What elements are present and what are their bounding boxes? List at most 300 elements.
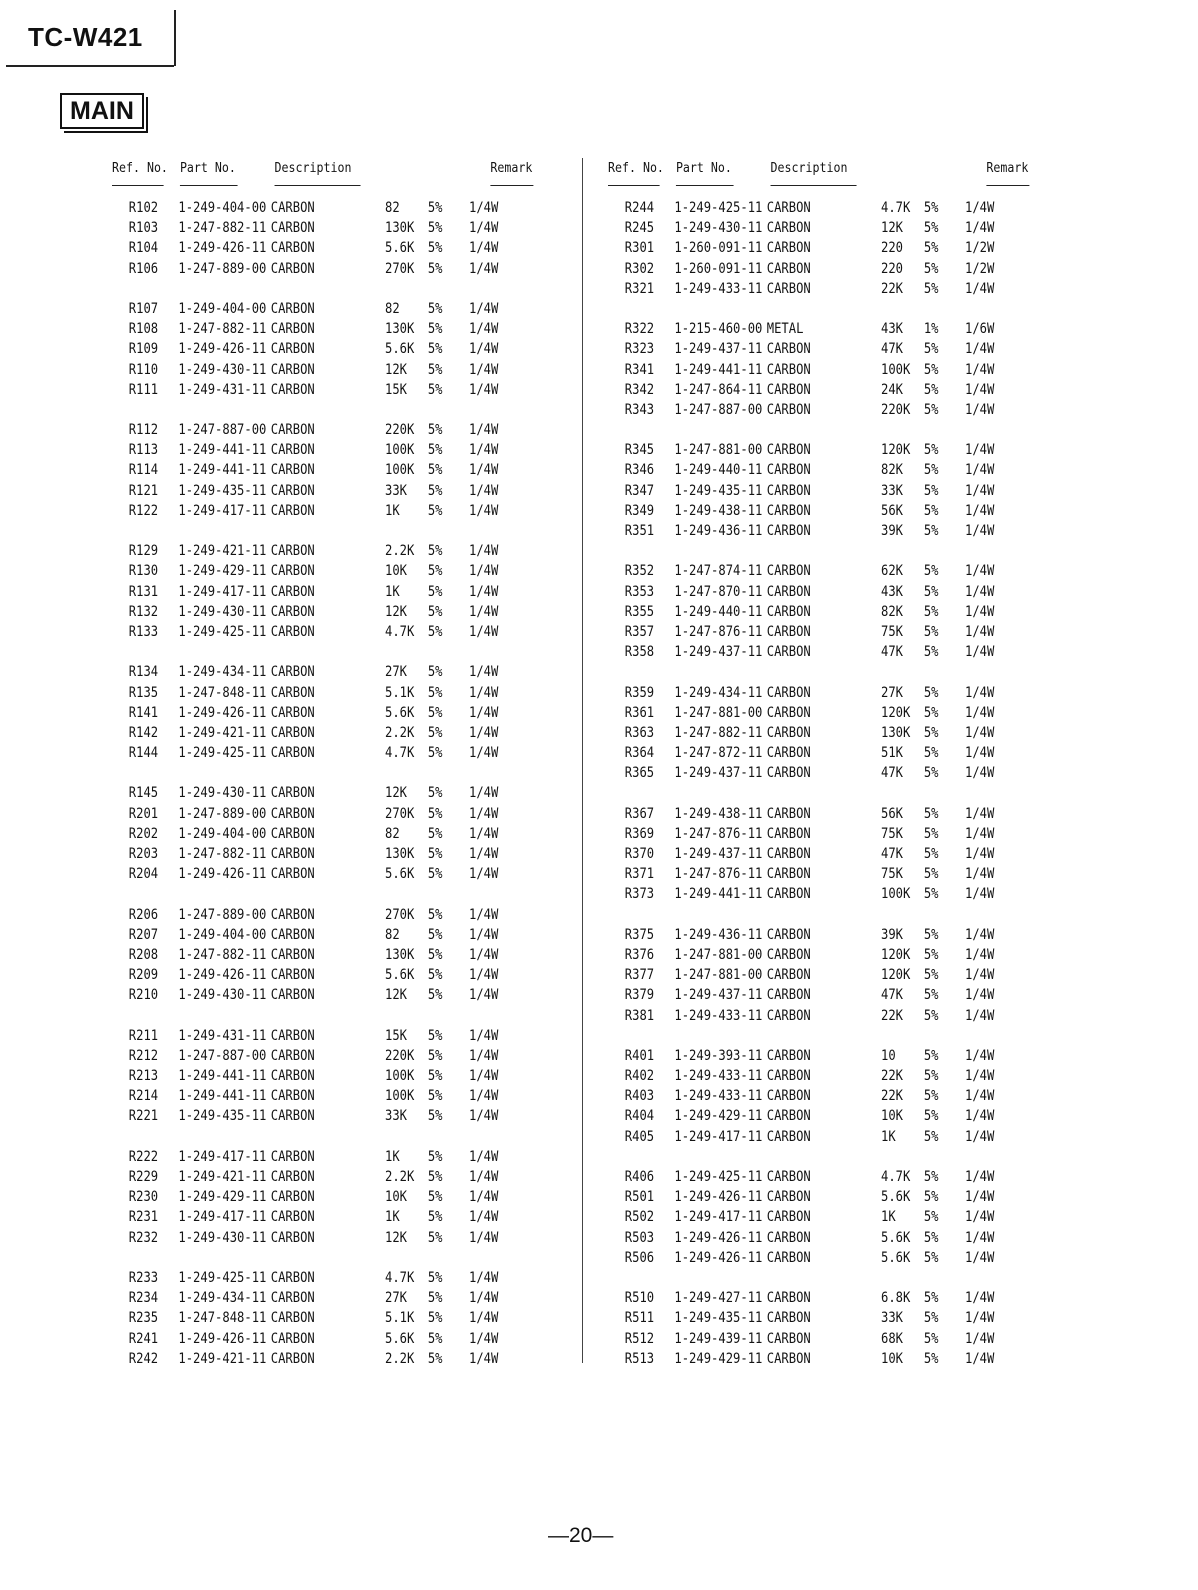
description: CARBON	[270, 745, 315, 762]
power-rating: 1/4W	[965, 462, 995, 479]
power-rating: 1/4W	[469, 684, 499, 701]
ref-number: R359	[624, 684, 655, 701]
power-rating: 1/4W	[469, 321, 499, 338]
ref-number: R202	[128, 825, 159, 842]
resistance-value: 33K	[385, 482, 408, 499]
tolerance: 5%	[923, 886, 939, 903]
header-rule	[986, 185, 1029, 186]
resistance-value: 75K	[881, 866, 904, 883]
resistance-value: 27K	[385, 664, 408, 681]
resistance-value: 15K	[385, 381, 408, 398]
resistance-value: 5.6K	[385, 1330, 415, 1347]
table-row	[608, 1106, 1068, 1126]
resistance-value: 220K	[881, 401, 911, 418]
description: CARBON	[766, 967, 811, 984]
ref-number: R503	[624, 1229, 655, 1246]
table-row	[608, 925, 1068, 945]
tolerance: 5%	[427, 664, 443, 681]
description: CARBON	[270, 1189, 315, 1206]
power-rating: 1/4W	[469, 1068, 499, 1085]
part-number: 1-249-437-11	[674, 987, 763, 1004]
power-rating: 1/4W	[965, 987, 995, 1004]
ref-number: R369	[624, 825, 655, 842]
table-row	[608, 884, 1068, 904]
tolerance: 5%	[923, 381, 939, 398]
power-rating: 1/4W	[965, 401, 995, 418]
tolerance: 5%	[427, 1027, 443, 1044]
parts-group	[112, 662, 572, 763]
ref-number: R342	[624, 381, 655, 398]
header-ref: Ref. No.	[112, 160, 168, 176]
table-row	[112, 1268, 572, 1288]
resistance-value: 27K	[385, 1290, 408, 1307]
description: CARBON	[270, 1269, 315, 1286]
description: CARBON	[270, 623, 315, 640]
power-rating: 1/4W	[965, 765, 995, 782]
resistance-value: 4.7K	[385, 623, 415, 640]
ref-number: R211	[128, 1027, 159, 1044]
resistance-value: 22K	[881, 280, 904, 297]
ref-number: R241	[128, 1330, 159, 1347]
tolerance: 5%	[923, 1229, 939, 1246]
part-number: 1-249-426-11	[178, 866, 267, 883]
description: CARBON	[270, 381, 315, 398]
description: CARBON	[766, 926, 811, 943]
tolerance: 5%	[427, 906, 443, 923]
table-row	[608, 844, 1068, 864]
ref-number: R207	[128, 926, 159, 943]
part-number: 1-249-429-11	[674, 1350, 763, 1367]
tolerance: 5%	[427, 300, 443, 317]
tolerance: 5%	[427, 200, 443, 216]
description: CARBON	[270, 1310, 315, 1327]
part-number: 1-249-436-11	[674, 523, 763, 539]
tolerance: 5%	[427, 1330, 443, 1347]
resistance-value: 6.8K	[881, 1290, 911, 1307]
part-number: 1-249-426-11	[178, 341, 267, 358]
power-rating: 1/4W	[469, 240, 499, 257]
tolerance: 5%	[923, 1310, 939, 1327]
power-rating: 1/4W	[469, 846, 499, 862]
power-rating: 1/4W	[469, 664, 499, 681]
resistance-value: 82	[385, 200, 400, 216]
table-row	[608, 1046, 1068, 1066]
description: CARBON	[270, 1350, 315, 1367]
power-rating: 1/4W	[469, 1189, 499, 1206]
resistance-value: 4.7K	[881, 1169, 911, 1185]
tolerance: 5%	[923, 280, 939, 297]
tolerance: 5%	[427, 1209, 443, 1226]
table-row	[112, 218, 572, 238]
table-row	[112, 198, 572, 218]
table-row	[608, 440, 1068, 460]
ref-number: R110	[128, 361, 159, 378]
power-rating: 1/2W	[965, 260, 995, 277]
tolerance: 5%	[427, 1047, 443, 1064]
resistance-value: 1K	[881, 1128, 896, 1145]
table-row	[608, 965, 1068, 985]
part-number: 1-247-882-11	[178, 321, 267, 338]
table-row	[608, 521, 1068, 541]
ref-number: R401	[624, 1047, 655, 1064]
description: CARBON	[270, 240, 315, 257]
header-rule	[771, 185, 857, 186]
resistance-value: 27K	[881, 684, 904, 701]
ref-number: R404	[624, 1108, 655, 1125]
ref-number: R109	[128, 341, 159, 358]
description: CARBON	[766, 462, 811, 479]
ref-number: R402	[624, 1068, 655, 1085]
power-rating: 1/4W	[965, 886, 995, 903]
description: CARBON	[766, 987, 811, 1004]
header-desc: Description	[770, 160, 848, 176]
resistance-value: 130K	[385, 321, 415, 338]
tolerance: 5%	[923, 200, 939, 216]
resistance-value: 100K	[385, 1088, 415, 1105]
resistance-value: 10	[881, 1047, 896, 1064]
ref-number: R357	[624, 623, 655, 640]
table-row	[608, 380, 1068, 400]
ref-number: R232	[128, 1229, 159, 1246]
part-number: 1-249-439-11	[674, 1330, 763, 1347]
tolerance: 5%	[923, 765, 939, 782]
description: CARBON	[766, 442, 811, 459]
power-rating: 1/4W	[965, 1047, 995, 1064]
tolerance: 5%	[923, 502, 939, 519]
resistance-value: 62K	[881, 563, 904, 580]
ref-number: R510	[624, 1290, 655, 1307]
part-number: 1-215-460-00	[674, 321, 763, 338]
description: CARBON	[766, 1310, 811, 1327]
part-number: 1-249-430-11	[178, 987, 267, 1004]
power-rating: 1/4W	[965, 220, 995, 237]
power-rating: 1/4W	[469, 745, 499, 762]
header-rule	[490, 185, 533, 186]
description: CARBON	[270, 1068, 315, 1085]
tolerance: 5%	[427, 442, 443, 459]
description: CARBON	[766, 724, 811, 741]
part-number: 1-249-417-11	[178, 583, 267, 600]
resistance-value: 130K	[385, 220, 415, 237]
model-underline	[6, 65, 174, 67]
tolerance: 5%	[923, 644, 939, 661]
power-rating: 1/4W	[965, 623, 995, 640]
description: CARBON	[270, 502, 315, 519]
column-divider	[582, 158, 583, 1363]
tolerance: 5%	[427, 805, 443, 822]
ref-number: R375	[624, 926, 655, 943]
power-rating: 1/4W	[469, 381, 499, 398]
parts-group	[112, 783, 572, 884]
ref-number: R234	[128, 1290, 159, 1307]
header-remark: Remark	[986, 160, 1029, 176]
table-row	[112, 1187, 572, 1207]
table-row	[608, 561, 1068, 581]
description: CARBON	[270, 906, 315, 923]
table-row	[608, 319, 1068, 339]
part-number: 1-249-430-11	[178, 1229, 267, 1246]
table-row	[608, 703, 1068, 723]
parts-group	[608, 1288, 1068, 1369]
table-row	[112, 1046, 572, 1066]
table-row	[112, 683, 572, 703]
tolerance: 5%	[923, 482, 939, 499]
resistance-value: 33K	[881, 482, 904, 499]
part-number: 1-249-430-11	[178, 785, 267, 802]
power-rating: 1/4W	[965, 1310, 995, 1327]
part-number: 1-249-417-11	[178, 502, 267, 519]
power-rating: 1/4W	[965, 603, 995, 620]
power-rating: 1/4W	[469, 583, 499, 600]
ref-number: R501	[624, 1189, 655, 1206]
resistance-value: 10K	[385, 563, 408, 580]
resistance-value: 130K	[385, 846, 415, 862]
table-row	[112, 319, 572, 339]
description: CARBON	[766, 1169, 811, 1185]
resistance-value: 12K	[385, 785, 408, 802]
ref-number: R353	[624, 583, 655, 600]
power-rating: 1/4W	[469, 1290, 499, 1307]
tolerance: 5%	[923, 987, 939, 1004]
table-row	[112, 622, 572, 642]
resistance-value: 47K	[881, 765, 904, 782]
table-row	[112, 339, 572, 359]
ref-number: R244	[624, 200, 655, 216]
part-number: 1-249-426-11	[674, 1189, 763, 1206]
description: CARBON	[766, 1290, 811, 1307]
ref-number: R130	[128, 563, 159, 580]
ref-number: R213	[128, 1068, 159, 1085]
description: CARBON	[766, 260, 811, 277]
part-number: 1-249-425-11	[674, 1169, 763, 1185]
part-number: 1-249-421-11	[178, 1350, 267, 1367]
resistance-value: 47K	[881, 644, 904, 661]
table-row	[112, 783, 572, 803]
tolerance: 5%	[923, 583, 939, 600]
table-row	[608, 1066, 1068, 1086]
tolerance: 5%	[923, 704, 939, 721]
table-row	[608, 481, 1068, 501]
description: CARBON	[270, 300, 315, 317]
power-rating: 1/4W	[469, 785, 499, 802]
ref-number: R204	[128, 866, 159, 883]
power-rating: 1/4W	[965, 341, 995, 358]
part-number: 1-249-440-11	[674, 603, 763, 620]
power-rating: 1/4W	[965, 1189, 995, 1206]
part-number: 1-249-404-00	[178, 200, 267, 216]
part-number: 1-247-876-11	[674, 825, 763, 842]
ref-number: R346	[624, 462, 655, 479]
power-rating: 1/4W	[965, 482, 995, 499]
resistance-value: 10K	[385, 1189, 408, 1206]
table-row	[608, 622, 1068, 642]
part-number: 1-249-438-11	[674, 502, 763, 519]
part-number: 1-249-417-11	[178, 1209, 267, 1226]
part-number: 1-249-435-11	[674, 1310, 763, 1327]
resistance-value: 39K	[881, 523, 904, 539]
table-row	[608, 1329, 1068, 1349]
power-rating: 1/4W	[469, 825, 499, 842]
power-rating: 1/4W	[469, 543, 499, 560]
resistance-value: 100K	[385, 1068, 415, 1085]
resistance-value: 12K	[881, 220, 904, 237]
resistance-value: 12K	[385, 987, 408, 1004]
part-number: 1-247-887-00	[674, 401, 763, 418]
part-number: 1-247-848-11	[178, 684, 267, 701]
resistance-value: 82	[385, 926, 400, 943]
power-rating: 1/4W	[469, 623, 499, 640]
table-row	[608, 400, 1068, 420]
resistance-value: 82	[385, 300, 400, 317]
resistance-value: 24K	[881, 381, 904, 398]
description: CARBON	[766, 644, 811, 661]
tolerance: 5%	[923, 926, 939, 943]
power-rating: 1/4W	[469, 906, 499, 923]
resistance-value: 220	[881, 240, 904, 257]
tolerance: 5%	[923, 623, 939, 640]
power-rating: 1/4W	[965, 280, 995, 297]
resistance-value: 1K	[385, 1209, 400, 1226]
resistance-value: 10K	[881, 1108, 904, 1125]
part-number: 1-249-426-11	[178, 240, 267, 257]
description: CARBON	[270, 543, 315, 560]
table-row	[608, 1228, 1068, 1248]
tolerance: 5%	[427, 583, 443, 600]
tolerance: 5%	[923, 1108, 939, 1125]
description: CARBON	[270, 684, 315, 701]
ref-number: R371	[624, 866, 655, 883]
table-row	[112, 804, 572, 824]
description: CARBON	[766, 886, 811, 903]
description: CARBON	[766, 1330, 811, 1347]
tolerance: 5%	[923, 361, 939, 378]
power-rating: 1/4W	[469, 1350, 499, 1367]
description: CARBON	[766, 280, 811, 297]
part-number: 1-249-426-11	[674, 1229, 763, 1246]
resistance-value: 47K	[881, 341, 904, 358]
description: CARBON	[766, 523, 811, 539]
resistance-value: 47K	[881, 846, 904, 862]
table-row	[608, 1248, 1068, 1268]
description: CARBON	[270, 442, 315, 459]
part-number: 1-249-441-11	[674, 886, 763, 903]
parts-list-right	[608, 198, 1068, 1369]
power-rating: 1/4W	[469, 442, 499, 459]
table-row	[608, 279, 1068, 299]
description: CARBON	[270, 805, 315, 822]
part-number: 1-247-848-11	[178, 1310, 267, 1327]
power-rating: 1/2W	[965, 240, 995, 257]
power-rating: 1/4W	[965, 523, 995, 539]
ref-number: R231	[128, 1209, 159, 1226]
description: CARBON	[270, 200, 315, 216]
description: CARBON	[270, 361, 315, 378]
tolerance: 5%	[427, 704, 443, 721]
resistance-value: 47K	[881, 987, 904, 1004]
table-row	[112, 360, 572, 380]
tolerance: 5%	[923, 1047, 939, 1064]
resistance-value: 22K	[881, 1007, 904, 1024]
power-rating: 1/4W	[965, 583, 995, 600]
description: CARBON	[766, 482, 811, 499]
tolerance: 5%	[923, 684, 939, 701]
tolerance: 5%	[427, 563, 443, 580]
power-rating: 1/4W	[965, 1108, 995, 1125]
resistance-value: 68K	[881, 1330, 904, 1347]
parts-group	[112, 905, 572, 1006]
resistance-value: 33K	[385, 1108, 408, 1125]
table-row	[112, 965, 572, 985]
table-row	[608, 1127, 1068, 1147]
table-row	[112, 925, 572, 945]
table-row	[112, 1329, 572, 1349]
power-rating: 1/4W	[965, 361, 995, 378]
description: CARBON	[270, 321, 315, 338]
ref-number: R103	[128, 220, 159, 237]
description: CARBON	[766, 1047, 811, 1064]
tolerance: 5%	[923, 1169, 939, 1185]
description: CARBON	[270, 724, 315, 741]
table-row	[608, 1086, 1068, 1106]
part-number: 1-249-431-11	[178, 1027, 267, 1044]
ref-number: R381	[624, 1007, 655, 1024]
ref-number: R502	[624, 1209, 655, 1226]
resistance-value: 2.2K	[385, 543, 415, 560]
power-rating: 1/4W	[965, 563, 995, 580]
ref-number: R135	[128, 684, 159, 701]
description: CARBON	[270, 583, 315, 600]
description: CARBON	[766, 583, 811, 600]
part-number: 1-247-881-00	[674, 704, 763, 721]
ref-number: R111	[128, 381, 159, 398]
part-number: 1-249-437-11	[674, 846, 763, 862]
table-row	[608, 945, 1068, 965]
parts-group	[608, 925, 1068, 1026]
tolerance: 5%	[427, 1068, 443, 1085]
ref-number: R210	[128, 987, 159, 1004]
tolerance: 5%	[923, 1007, 939, 1024]
ref-number: R121	[128, 482, 159, 499]
table-row	[112, 1308, 572, 1328]
power-rating: 1/4W	[469, 341, 499, 358]
tolerance: 5%	[923, 563, 939, 580]
power-rating: 1/4W	[965, 846, 995, 862]
table-row	[112, 420, 572, 440]
tolerance: 5%	[923, 946, 939, 963]
description: CARBON	[766, 1088, 811, 1105]
power-rating: 1/4W	[469, 967, 499, 984]
tolerance: 5%	[427, 543, 443, 560]
table-row	[112, 460, 572, 480]
resistance-value: 5.6K	[385, 704, 415, 721]
tolerance: 5%	[427, 724, 443, 741]
power-rating: 1/4W	[965, 502, 995, 519]
description: CARBON	[270, 1108, 315, 1125]
tolerance: 5%	[427, 361, 443, 378]
power-rating: 1/4W	[965, 946, 995, 963]
tolerance: 5%	[923, 967, 939, 984]
resistance-value: 100K	[881, 886, 911, 903]
part-number: 1-247-876-11	[674, 623, 763, 640]
resistance-value: 10K	[881, 1350, 904, 1367]
part-number: 1-247-881-00	[674, 946, 763, 963]
ref-number: R322	[624, 321, 655, 338]
parts-group	[112, 299, 572, 400]
ref-number: R358	[624, 644, 655, 661]
tolerance: 5%	[427, 1269, 443, 1286]
ref-number: R201	[128, 805, 159, 822]
resistance-value: 100K	[385, 462, 415, 479]
